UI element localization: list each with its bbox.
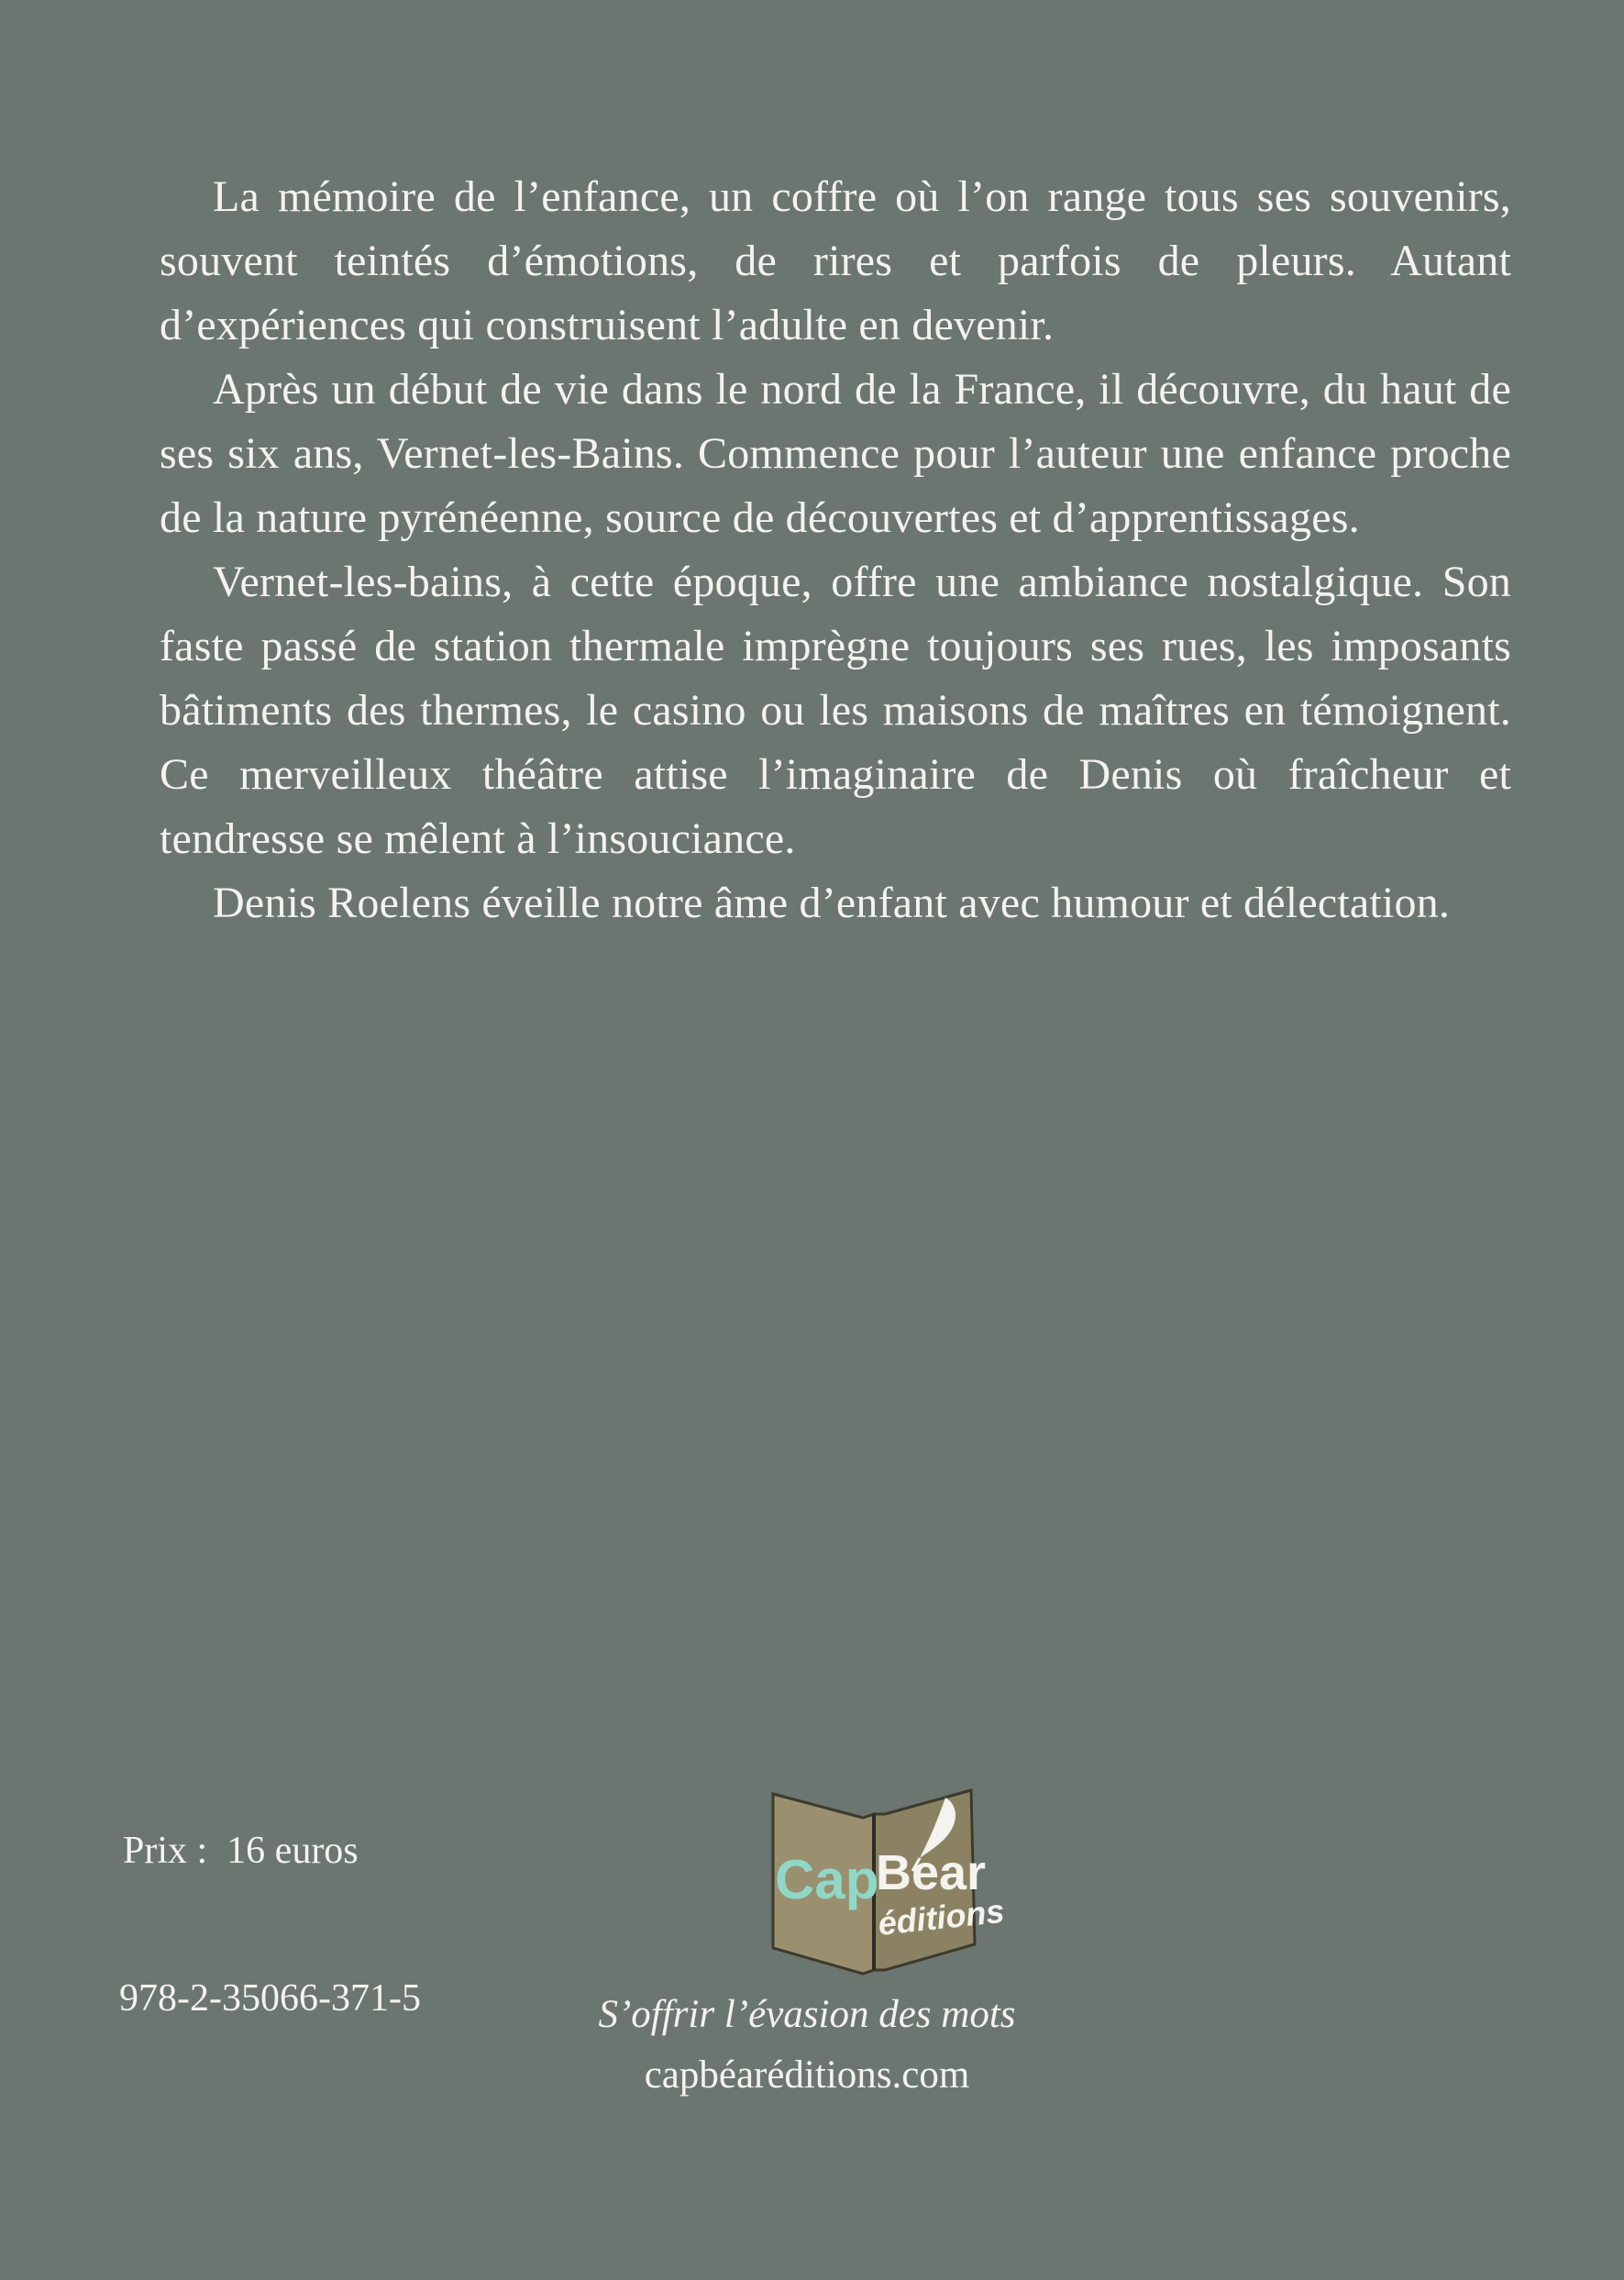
back-cover-blurb	[160, 165, 1511, 935]
publisher-tagline: S’offrir l’évasion des mots	[598, 1993, 1016, 2036]
logo-word-cap: Cap	[775, 1849, 879, 1910]
blurb-paragraph-1: La mémoire de l’enfance, un coffre où l’on range tous ses souvenirs, souvent teintés d’émotions, de rires et parfois de pleurs. Autant d’expériences qui construisent l’adulte en devenir.	[160, 172, 1511, 349]
logo-word-bear: Bear	[876, 1845, 987, 1900]
publisher-logo	[764, 1787, 1007, 1976]
blurb-paragraph-4: Denis Roelens éveille notre âme d’enfant avec humour et délectation.	[213, 879, 1451, 927]
price-label: Prix : 16 euros	[123, 1830, 359, 1872]
isbn-number: 978-2-35066-371-5	[119, 1977, 421, 2020]
logo-word-editions: éditions	[876, 1891, 1007, 1942]
blurb-paragraph-3: Vernet-les-bains, à cette époque, offre une ambiance nostalgique. Son faste passé de station thermale imprègne toujours ses rues, les imposants bâtiments des thermes, le casino ou les maisons de maîtres en témoignent. Ce merveilleux théâtre attise l’imaginaire de Denis où fraîcheur et tendresse se mêlent à l’insouciance.	[160, 558, 1511, 863]
blurb-paragraph-2: Après un début de vie dans le nord de la France, il découvre, du haut de ses six ans, Vernet-les-Bains. Commence pour l’auteur une enfance proche de la nature pyrénéenne, source de découvertes et d’apprentissages.	[160, 365, 1511, 542]
publisher-website: capbéaréditions.com	[644, 2053, 970, 2097]
